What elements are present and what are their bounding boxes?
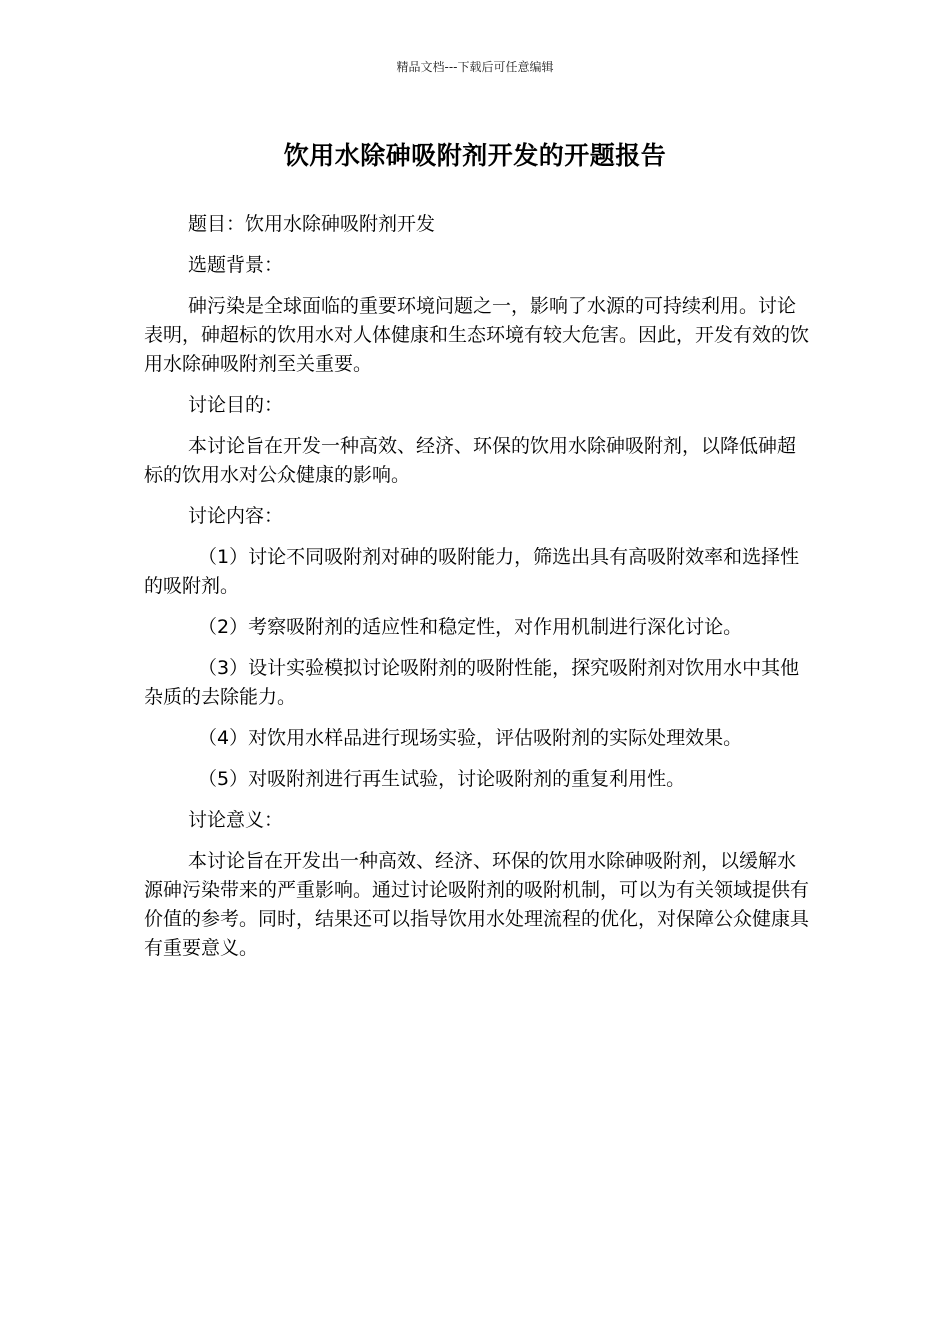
purpose-heading: 讨论目的： <box>188 394 284 416</box>
background-paragraph: 砷污染是全球面临的重要环境问题之一，影响了水源的可持续利用。讨论表明，砷超标的饮用水对人体健康和生态环境有较大危害。因此，开发有效的饮用水除砷吸附剂至关重要。 <box>144 295 810 375</box>
content-item-3: （3）设计实验模拟讨论吸附剂的吸附性能，探究吸附剂对饮用水中其他杂质的去除能力。 <box>144 657 800 708</box>
header-note: 精品文档---下载后可任意编辑 <box>396 60 554 74</box>
content-item-2: （2）考察吸附剂的适应性和稳定性，对作用机制进行深化讨论。 <box>198 616 743 638</box>
topic-line: 题目：饮用水除砷吸附剂开发 <box>188 213 436 235</box>
document-title: 饮用水除砷吸附剂开发的开题报告 <box>283 141 667 170</box>
content-item-1: （1）讨论不同吸附剂对砷的吸附能力，筛选出具有高吸附效率和选择性的吸附剂。 <box>144 546 800 597</box>
content-item-5: （5）对吸附剂进行再生试验，讨论吸附剂的重复利用性。 <box>198 768 686 790</box>
background-heading: 选题背景： <box>188 254 284 276</box>
document-body <box>144 210 809 975</box>
content-item-4: （4）对饮用水样品进行现场实验，评估吸附剂的实际处理效果。 <box>198 727 743 749</box>
significance-heading: 讨论意义： <box>188 809 284 831</box>
significance-paragraph: 本讨论旨在开发出一种高效、经济、环保的饮用水除砷吸附剂，以缓解水源砷污染带来的严重影响。通过讨论吸附剂的吸附机制，可以为有关领域提供有价值的参考。同时，结果还可以指导饮用水处理流程的优化，对保障公众健康具有重要意义。 <box>144 850 810 959</box>
content-heading: 讨论内容： <box>188 505 284 527</box>
purpose-paragraph: 本讨论旨在开发一种高效、经济、环保的饮用水除砷吸附剂，以降低砷超标的饮用水对公众健康的影响。 <box>144 435 797 486</box>
